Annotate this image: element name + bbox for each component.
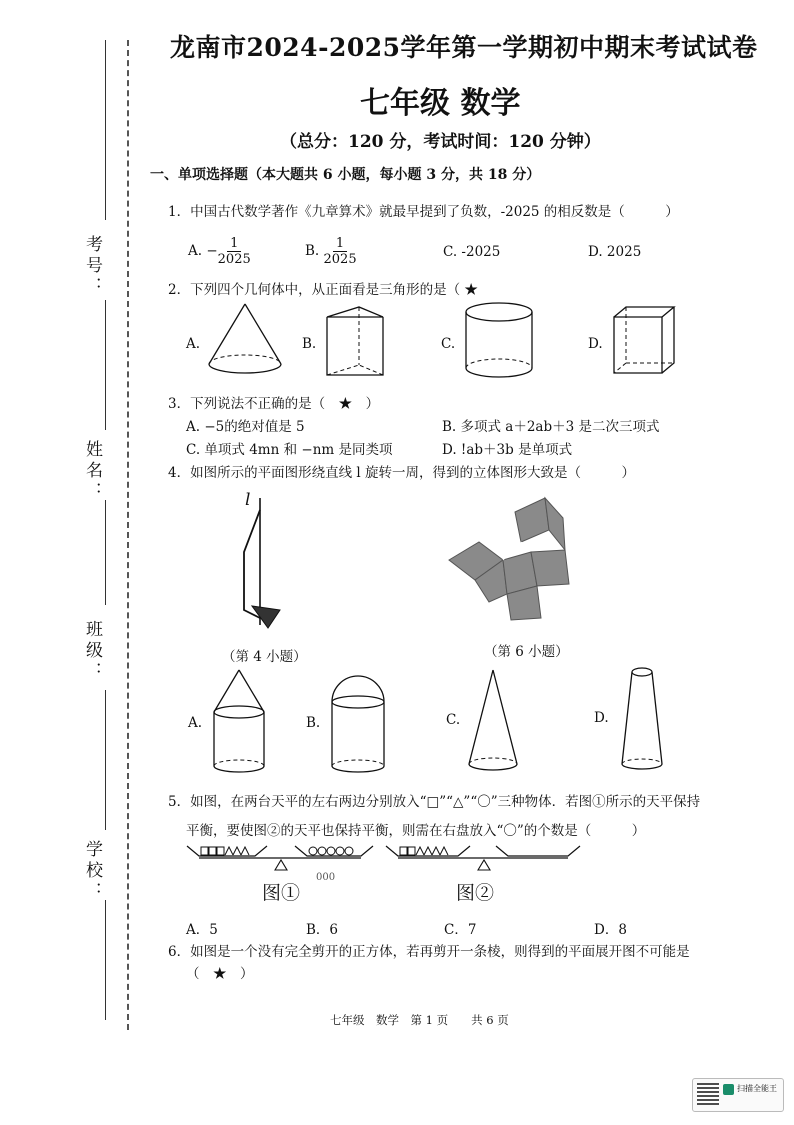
q5-option-a: A．5 xyxy=(186,922,218,938)
q1-option-c: C. -2025 xyxy=(443,244,501,260)
school-label: 学校： xyxy=(82,840,102,903)
question-5-line-1: 5．如图，在两台天平的左右两边分别放入“□”“△”“〇”三种物体．若图①所示的天平保持 xyxy=(168,794,701,810)
exam-subtitle: 七年级 数学 xyxy=(360,86,521,121)
numerator: 1 xyxy=(333,236,347,252)
class-label: 班级： xyxy=(82,620,102,683)
q4-option-a: A. xyxy=(188,715,203,731)
cube-figure xyxy=(610,303,680,378)
q2-option-a: A. xyxy=(186,336,201,352)
q3-option-b: B. 多项式 a＋2ab＋3 是二次三项式 xyxy=(442,419,660,435)
q1-option-d: D. 2025 xyxy=(588,244,642,260)
q2-option-b: B. xyxy=(302,336,317,352)
figure-1-note: 000 xyxy=(316,872,336,883)
cone-figure xyxy=(205,300,285,380)
q4-option-b: B. xyxy=(306,715,321,731)
question-3-text: 3．下列说法不正确的是（ ★ ） xyxy=(168,396,380,412)
cylinder-figure xyxy=(462,300,542,380)
balance-1-figure xyxy=(185,838,375,872)
q5-option-b: B．6 xyxy=(306,922,339,938)
frustum-figure xyxy=(618,664,668,776)
figure-2-label: 图② xyxy=(456,882,495,904)
q4-figure-caption: （第 4 小题） xyxy=(222,649,307,665)
q5-option-d: D．8 xyxy=(594,922,627,938)
numerator: 1 xyxy=(227,236,241,252)
q3-option-a: A. −5的绝对值是 5 xyxy=(186,419,305,435)
tall-cone-figure xyxy=(465,668,525,778)
q2-option-d: D. xyxy=(588,336,603,352)
q3-option-c: C. 单项式 4mn 和 −nm 是同类项 xyxy=(186,442,393,458)
question-6-line-1: 6．如图是一个没有完全剪开的正方体，若再剪开一条棱，则得到的平面展开图不可能是 xyxy=(168,944,690,960)
option-letter: B. xyxy=(305,243,320,259)
qr-code-icon xyxy=(697,1083,719,1105)
score-line: （总分：120 分，考试时间：120 分钟） xyxy=(280,132,601,152)
app-logo-icon xyxy=(723,1084,734,1095)
q6-cube-net-figure xyxy=(445,490,585,625)
denominator: 2025 xyxy=(323,252,357,267)
exam-title: 龙南市2024-2025学年第一学期初中期末考试试卷 xyxy=(170,33,758,62)
question-6-line-2: （ ★ ） xyxy=(186,966,254,982)
q1-option-a xyxy=(188,236,251,267)
q4-plane-figure xyxy=(230,490,300,630)
figure-1-label: 图① xyxy=(262,882,301,904)
margin-rule xyxy=(105,300,106,430)
cone-on-cylinder-figure xyxy=(210,668,270,778)
q6-figure-caption: （第 6 小题） xyxy=(484,644,569,660)
question-2-text: 2．下列四个几何体中，从正面看是三角形的是（ ★ xyxy=(168,282,478,298)
triangular-prism-figure xyxy=(323,305,393,380)
hemisphere-on-cylinder-figure xyxy=(328,672,388,778)
q2-option-c: C. xyxy=(441,336,456,352)
margin-rule xyxy=(105,500,106,605)
question-1-text: 1．中国古代数学著作《九章算术》就最早提到了负数，-2025 的相反数是（ ） xyxy=(168,204,679,220)
option-letter: A. xyxy=(188,243,203,259)
balance-2-figure xyxy=(384,838,584,872)
fraction xyxy=(324,236,357,267)
margin-rule xyxy=(105,900,106,1020)
q1-option-b xyxy=(305,236,357,267)
minus-sign: − xyxy=(206,243,218,259)
watermark-app-name: 扫描全能王 xyxy=(737,1084,777,1093)
margin-rule xyxy=(105,690,106,830)
margin-rule xyxy=(105,40,106,220)
q4-option-c: C. xyxy=(446,712,461,728)
question-5-line-2: 平衡，要使图②的天平也保持平衡，则需在右盘放入“〇”的个数是（ ） xyxy=(186,823,646,839)
exam-number-label: 考号： xyxy=(82,235,102,298)
name-label: 姓名： xyxy=(82,440,102,503)
fraction xyxy=(218,236,251,267)
question-4-text: 4．如图所示的平面图形绕直线 l 旋转一周，得到的立体图形大致是（ ） xyxy=(168,465,635,481)
q5-option-c: C．7 xyxy=(444,922,477,938)
q3-option-d: D. !ab＋3b 是单项式 xyxy=(442,442,573,458)
denominator: 2025 xyxy=(217,252,251,267)
binding-dashed-line xyxy=(127,40,129,1030)
q4-option-d: D. xyxy=(594,710,609,726)
page-footer: 七年级 数学 第 1 页 共 6 页 xyxy=(330,1013,509,1027)
scanner-watermark xyxy=(692,1078,784,1112)
axis-label-l: l xyxy=(245,490,251,510)
section-heading: 一、单项选择题（本大题共 6 小题，每小题 3 分，共 18 分） xyxy=(150,167,541,183)
